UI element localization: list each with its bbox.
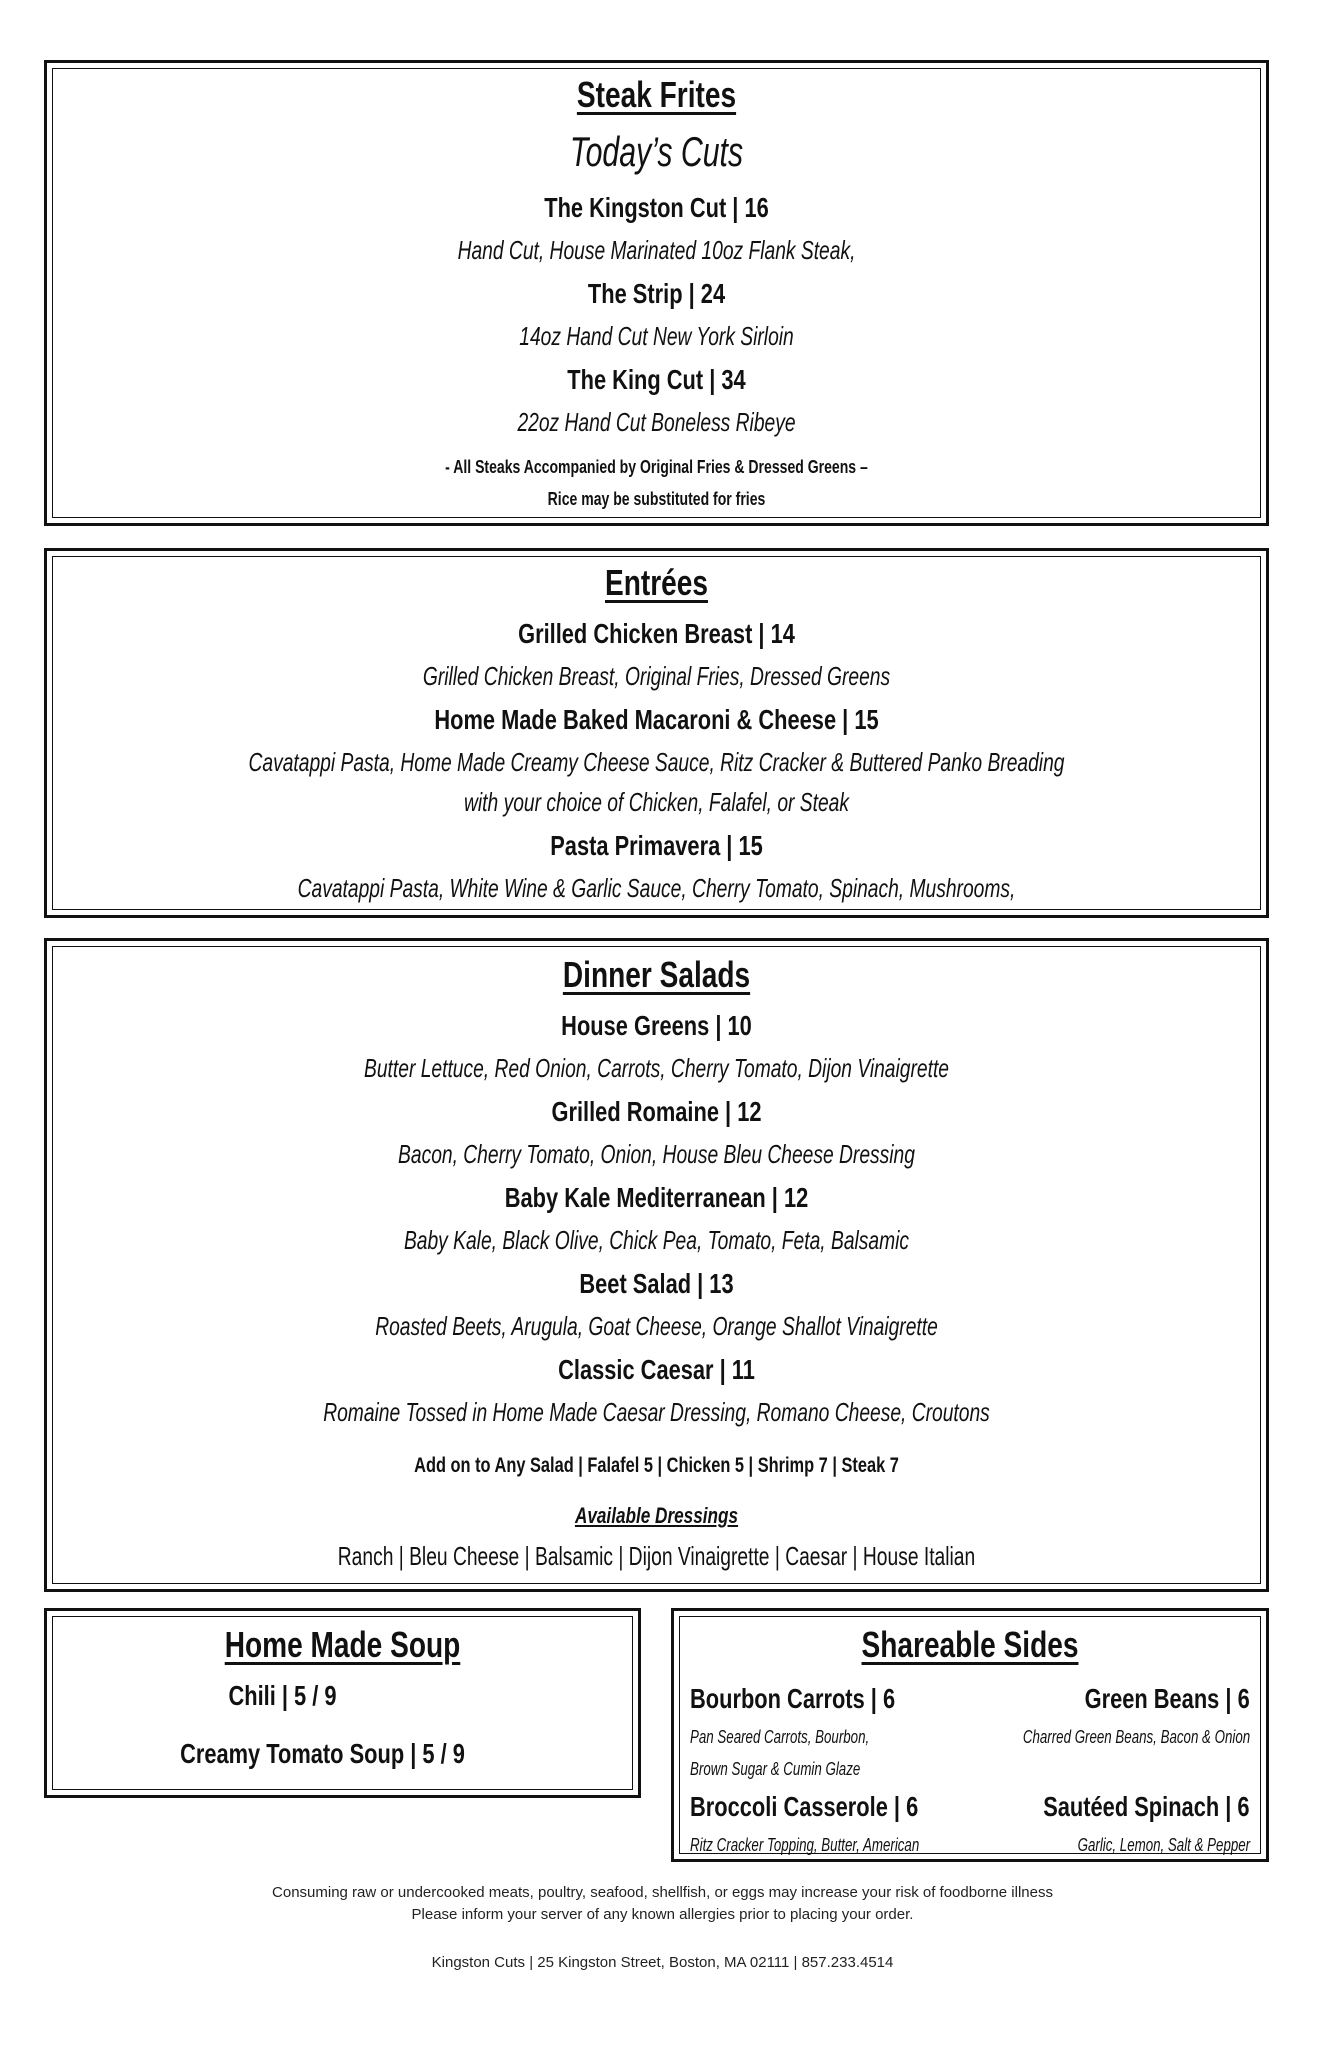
section-title: Home Made Soup [224, 1624, 461, 1665]
menu-item-name: Grilled Chicken Breast | 14 [518, 618, 795, 649]
side-item-desc: Garlic, Lemon, Salt & Pepper [1077, 1835, 1250, 1855]
menu-item-desc: 22oz Hand Cut Boneless Ribeye [517, 407, 796, 437]
side-item-name: Sautéed Spinach | 6 [1043, 1791, 1250, 1822]
soup-item: Creamy Tomato Soup | 5 / 9 [180, 1738, 465, 1769]
side-item-desc: Ritz Cracker Topping, Butter, American [690, 1835, 920, 1855]
menu-item-name: House Greens | 10 [561, 1010, 752, 1041]
section-title: Shareable Sides [861, 1624, 1079, 1665]
menu-item-name: Pasta Primavera | 15 [550, 830, 763, 861]
menu-item-name: Baby Kale Mediterranean | 12 [504, 1182, 809, 1213]
menu-item-desc-line2: with your choice of Chicken, Falafel, or Steak [464, 787, 849, 817]
soup-item: Chili | 5 / 9 [228, 1680, 337, 1711]
dressings-title: Available Dressings [574, 1503, 739, 1528]
menu-item-desc: Baby Kale, Black Olive, Chick Pea, Tomato, Feta, Balsamic [403, 1225, 910, 1255]
soup-section [44, 1608, 641, 1798]
menu-item-name: Home Made Baked Macaroni & Cheese | 15 [434, 704, 879, 735]
allergy-notice: Please inform your server of any known allergies prior to placing your order. [411, 1906, 914, 1923]
side-item-name: Broccoli Casserole | 6 [690, 1791, 919, 1822]
section-subtitle: Today’s Cuts [569, 128, 744, 175]
salad-addon-note: Add on to Any Salad | Falafel 5 | Chicken 5 | Shrimp 7 | Steak 7 [414, 1454, 899, 1477]
entrees-section [44, 548, 1269, 918]
menu-item-desc: Butter Lettuce, Red Onion, Carrots, Cherry Tomato, Dijon Vinaigrette [364, 1053, 949, 1083]
steak-frites-section [44, 60, 1269, 526]
menu-item-desc: Bacon, Cherry Tomato, Onion, House Bleu Cheese Dressing [398, 1139, 915, 1169]
menu-item-name: Classic Caesar | 11 [558, 1354, 755, 1385]
menu-item-desc: Roasted Beets, Arugula, Goat Cheese, Orange Shallot Vinaigrette [375, 1311, 938, 1341]
food-safety-warning: Consuming raw or undercooked meats, poultry, seafood, shellfish, or eggs may increase your risk of foodborne illness [272, 1884, 1053, 1901]
dinner-salads-section [44, 938, 1269, 1592]
accompaniment-note: - All Steaks Accompanied by Original Fries & Dressed Greens – [445, 457, 868, 477]
side-item-name: Bourbon Carrots | 6 [690, 1683, 896, 1714]
menu-item-desc: Cavatappi Pasta, Home Made Creamy Cheese Sauce, Ritz Cracker & Buttered Panko Breading [248, 747, 1065, 777]
section-title: Steak Frites [576, 74, 737, 115]
substitution-note: Rice may be substituted for fries [547, 489, 766, 509]
menu-item-desc: Grilled Chicken Breast, Original Fries, Dressed Greens [422, 661, 891, 691]
sides-section [671, 1608, 1269, 1862]
dressings-list: Ranch | Bleu Cheese | Balsamic | Dijon Vinaigrette | Caesar | House Italian [337, 1541, 976, 1571]
menu-item-name: Grilled Romaine | 12 [551, 1096, 762, 1127]
menu-item-name: The Strip | 24 [587, 278, 726, 309]
section-title: Entrées [604, 562, 709, 603]
side-item-desc-line2: Brown Sugar & Cumin Glaze [690, 1759, 861, 1779]
menu-item-desc: Romaine Tossed in Home Made Caesar Dressing, Romano Cheese, Croutons [323, 1397, 990, 1427]
menu-item-name: The Kingston Cut | 16 [544, 192, 769, 223]
side-item-desc: Charred Green Beans, Bacon & Onion [1022, 1727, 1250, 1747]
menu-item-name: The King Cut | 34 [567, 364, 746, 395]
menu-item-desc: 14oz Hand Cut New York Sirloin [519, 321, 794, 351]
menu-item-desc: Cavatappi Pasta, White Wine & Garlic Sauce, Cherry Tomato, Spinach, Mushrooms, [297, 873, 1016, 903]
restaurant-address: Kingston Cuts | 25 Kingston Street, Boston, MA 02111 | 857.233.4514 [431, 1954, 894, 1971]
menu-item-name: Beet Salad | 13 [579, 1268, 734, 1299]
menu-item-desc: Hand Cut, House Marinated 10oz Flank Steak, [457, 235, 856, 265]
side-item-desc: Pan Seared Carrots, Bourbon, [690, 1727, 870, 1747]
side-item-name: Green Beans | 6 [1084, 1683, 1250, 1714]
section-title: Dinner Salads [562, 954, 751, 995]
